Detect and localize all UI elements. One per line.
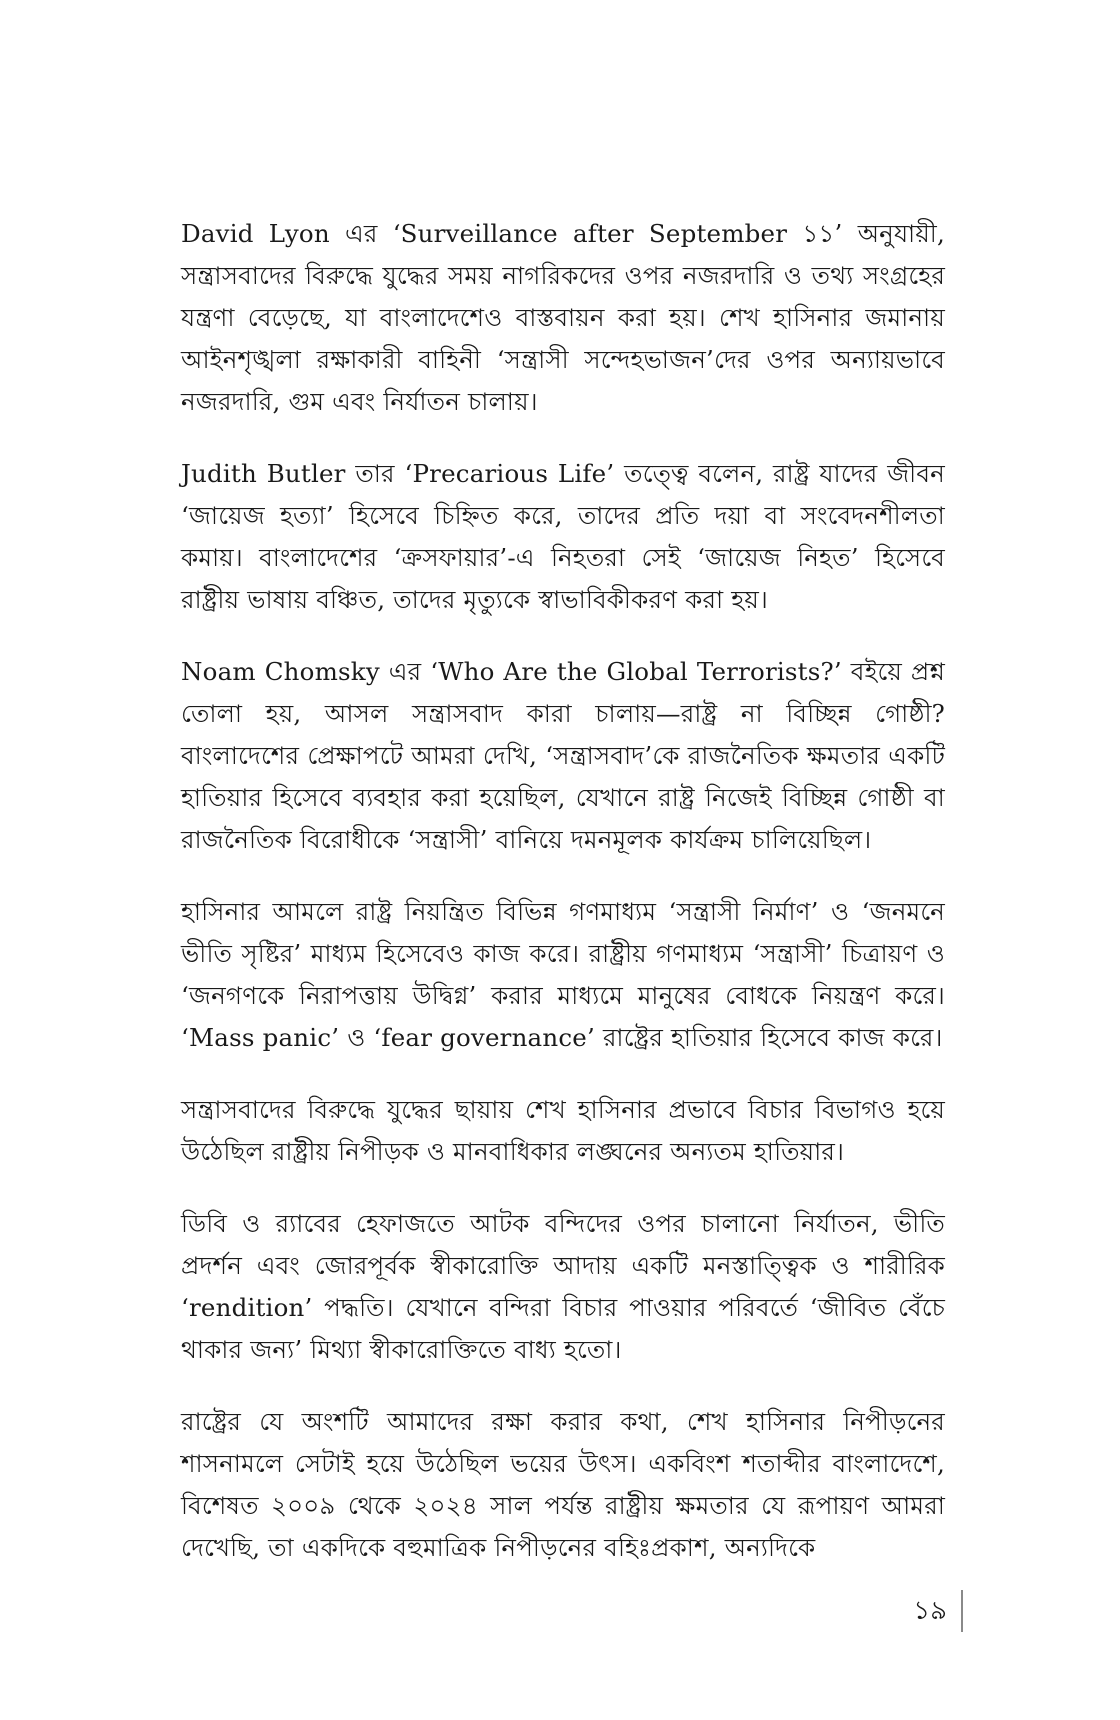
paragraph-david-lyon: David Lyon এর ‘Surveillance after September ১১’ অনুযায়ী, সন্ত্রাসবাদের বিরুদ্ধে যুদ্ধের সময় নাগরিকদের ওপর নজরদারি ও তথ্য সংগ্রহের যন্ত্রণা বেড়েছে, যা বাংলাদেশেও বাস্তবায়ন করা হয়। শেখ হাসিনার জমানায় আইনশৃঙ্খলা রক্ষাকারী বাহিনী ‘সন্ত্রাসী সন্দেহভাজন’দের ওপর অন্যায়ভাবে নজরদারি, গুম এবং নির্যাতন চালায়। bbox=[181, 219, 945, 416]
body-text bbox=[181, 213, 945, 1599]
paragraph-judith-butler: Judith Butler তার ‘Precarious Life’ তত্ত্বে বলেন, রাষ্ট্র যাদের জীবন ‘জায়েজ হত্যা’ হিসেবে চিহ্নিত করে, তাদের প্রতি দয়া বা সংবেদনশীলতা কমায়। বাংলাদেশের ‘ক্রসফায়ার’-এ নিহতরা সেই ‘জায়েজ নিহত’ হিসেবে রাষ্ট্রীয় ভাষায় বঞ্চিত, তাদের মৃত্যুকে স্বাভাবিকীকরণ করা হয়। bbox=[181, 459, 945, 614]
paragraph-state-fear: রাষ্ট্রের যে অংশটি আমাদের রক্ষা করার কথা, শেখ হাসিনার নিপীড়নের শাসনামলে সেটাই হয়ে উঠেছিল ভয়ের উৎস। একবিংশ শতাব্দীর বাংলাদেশে, বিশেষত ২০০৯ থেকে ২০২৪ সাল পর্যন্ত রাষ্ট্রীয় ক্ষমতার যে রূপায়ণ আমরা দেখেছি, তা একদিকে বহুমাত্রিক নিপীড়নের বহিঃপ্রকাশ, অন্যদিকে bbox=[181, 1407, 945, 1562]
paragraph-rendition: ডিবি ও র‍্যাবের হেফাজতে আটক বন্দিদের ওপর চালানো নির্যাতন, ভীতি প্রদর্শন এবং জোরপূর্বক স্বীকারোক্তি আদায় একটি মনস্তাত্ত্বিক ও শারীরিক ‘rendition’ পদ্ধতি। যেখানে বন্দিরা বিচার পাওয়ার পরিবর্তে ‘জীবিত বেঁচে থাকার জন্য’ মিথ্যা স্বীকারোক্তিতে বাধ্য হতো। bbox=[181, 1209, 945, 1364]
paragraph-noam-chomsky: Noam Chomsky এর ‘Who Are the Global Terrorists?’ বইয়ে প্রশ্ন তোলা হয়, আসল সন্ত্রাসবাদ কারা চালায়—রাষ্ট্র না বিচ্ছিন্ন গোষ্ঠী? বাংলাদেশের প্রেক্ষাপটে আমরা দেখি, ‘সন্ত্রাসবাদ’কে রাজনৈতিক ক্ষমতার একটি হাতিয়ার হিসেবে ব্যবহার করা হয়েছিল, যেখানে রাষ্ট্র নিজেই বিচ্ছিন্ন গোষ্ঠী বা রাজনৈতিক বিরোধীকে ‘সন্ত্রাসী’ বানিয়ে দমনমূলক কার্যক্রম চালিয়েছিল। bbox=[181, 657, 945, 854]
page-footer bbox=[913, 1590, 963, 1632]
page-number: ১৯ bbox=[913, 1596, 947, 1626]
page-number-divider bbox=[961, 1590, 963, 1632]
paragraph-state-media: হাসিনার আমলে রাষ্ট্র নিয়ন্ত্রিত বিভিন্ন গণমাধ্যম ‘সন্ত্রাসী নির্মাণ’ ও ‘জনমনে ভীতি সৃষ্টির’ মাধ্যম হিসেবেও কাজ করে। রাষ্ট্রীয় গণমাধ্যম ‘সন্ত্রাসী’ চিত্রায়ণ ও ‘জনগণকে নিরাপত্তায় উদ্বিগ্ন’ করার মাধ্যমে মানুষের বোধকে নিয়ন্ত্রণ করে। ‘Mass panic’ ও ‘fear governance’ রাষ্ট্রের হাতিয়ার হিসেবে কাজ করে। bbox=[181, 897, 945, 1052]
paragraph-judiciary: সন্ত্রাসবাদের বিরুদ্ধে যুদ্ধের ছায়ায় শেখ হাসিনার প্রভাবে বিচার বিভাগও হয়ে উঠেছিল রাষ্ট্রীয় নিপীড়ক ও মানবাধিকার লঙ্ঘনের অন্যতম হাতিয়ার। bbox=[181, 1095, 945, 1166]
